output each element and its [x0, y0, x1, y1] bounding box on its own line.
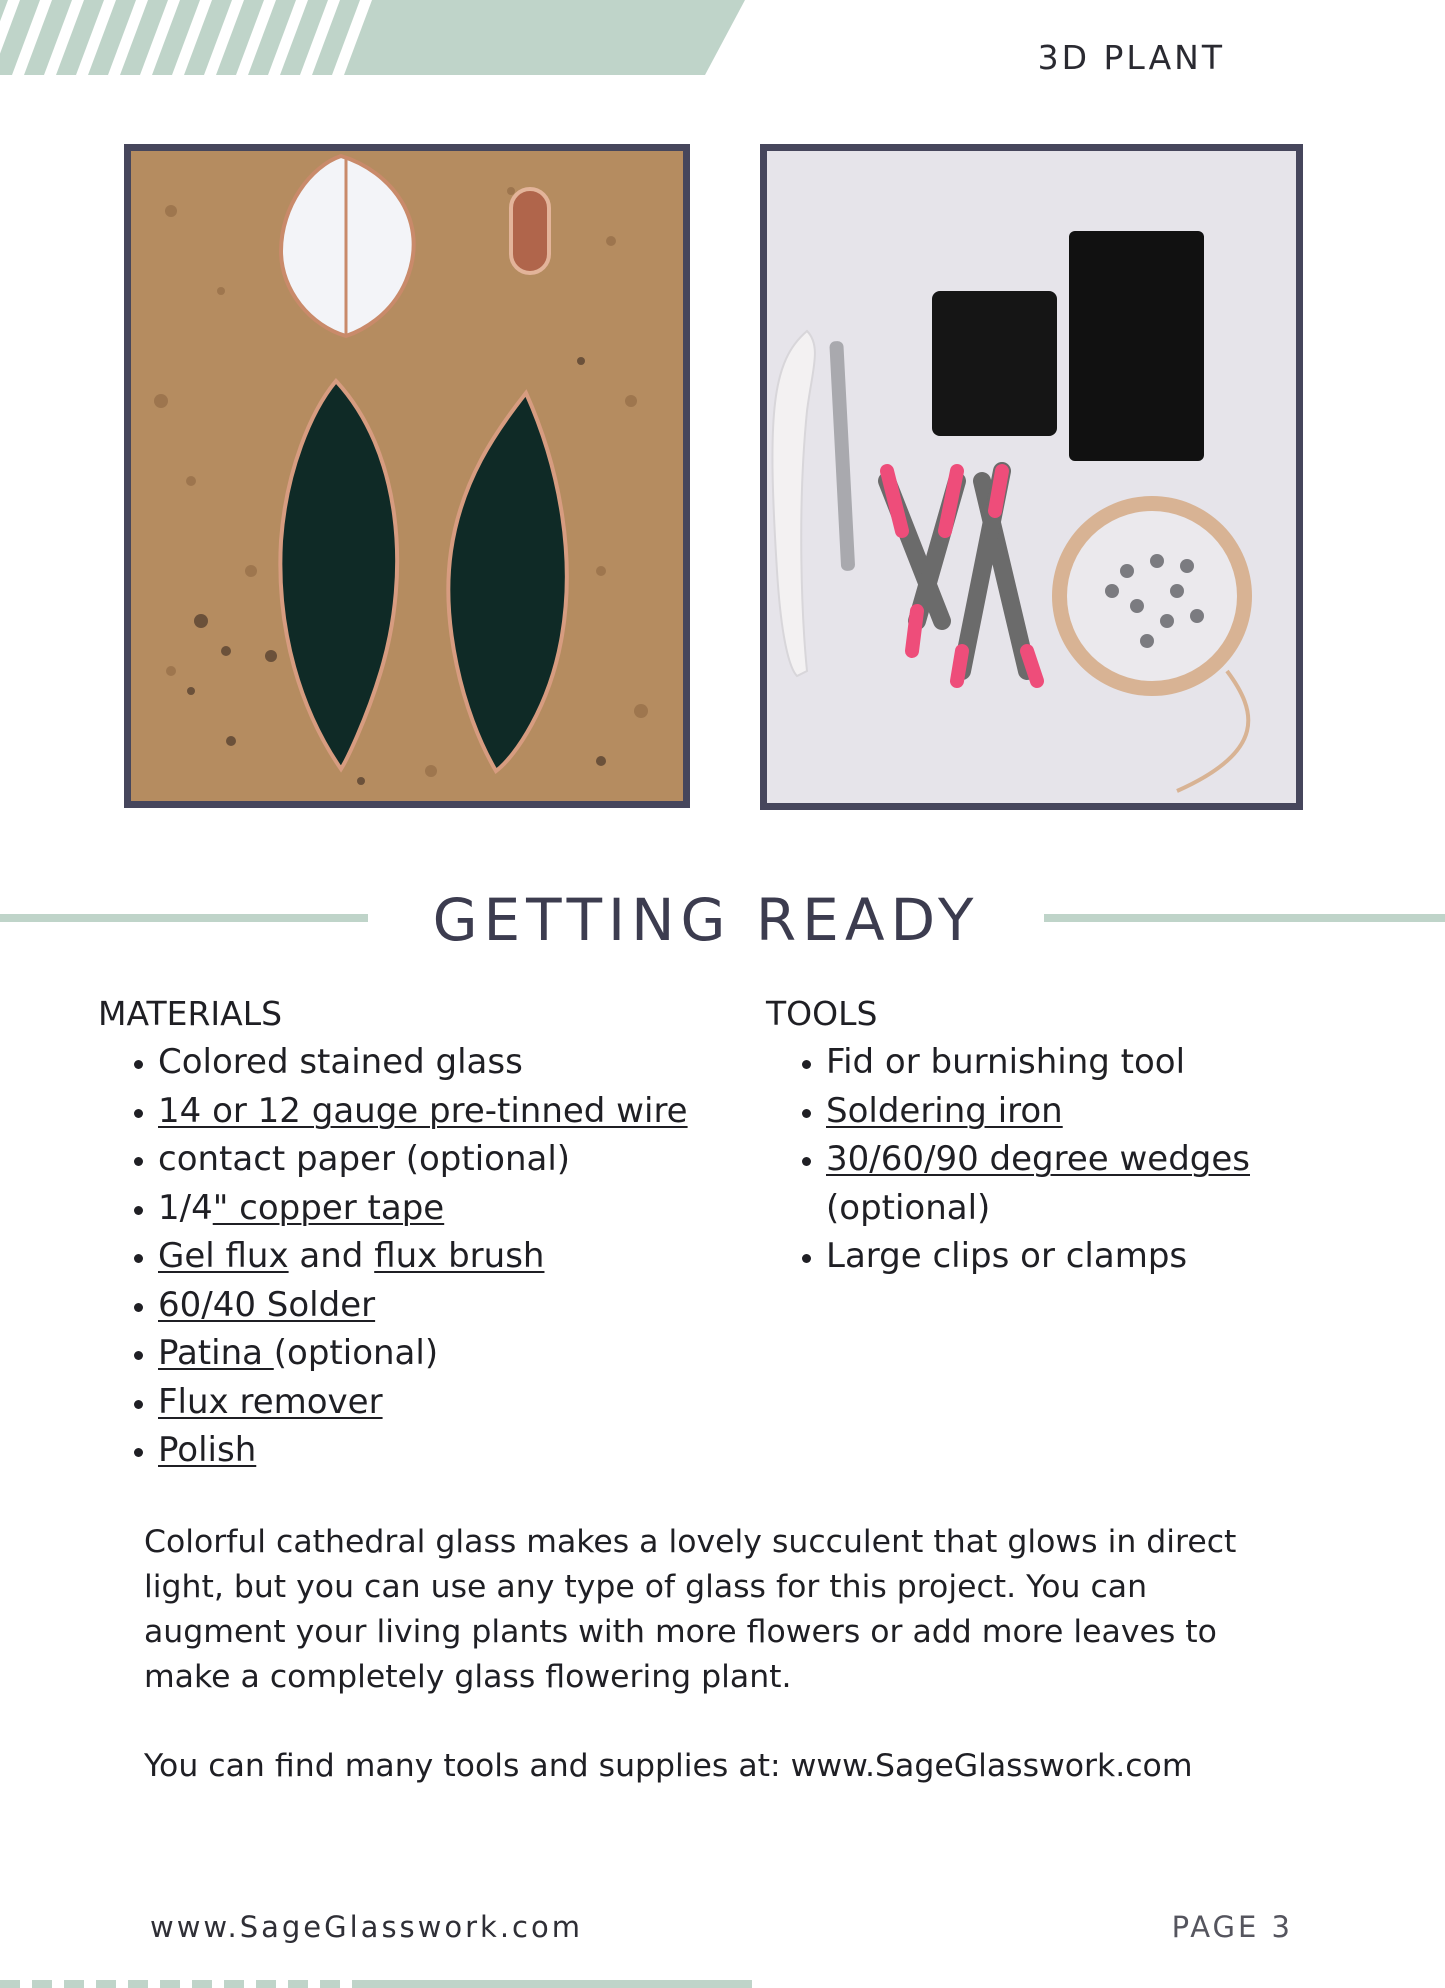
list-item[interactable]: • 30/60/90 degree wedges (optional)	[826, 1135, 1366, 1232]
bottom-decoration	[0, 1980, 760, 1988]
materials-title: MATERIALS	[98, 994, 283, 1033]
list-item[interactable]	[158, 1087, 738, 1136]
wedges-link[interactable]: 30/60/90 degree wedges	[826, 1139, 1250, 1179]
wire-link[interactable]: 14 or 12 gauge pre-tinned wire	[158, 1090, 688, 1131]
solder-link[interactable]: 60/40 Solder	[158, 1284, 376, 1325]
footer-url[interactable]: www.SageGlasswork.com	[150, 1910, 583, 1944]
supplies-paragraph: You can find many tools and supplies at: www.SageGlasswork.com	[144, 1748, 1193, 1784]
page-number: PAGE 3	[1171, 1910, 1293, 1944]
flux-brush-link[interactable]: flux brush	[374, 1236, 545, 1276]
heading-rule-left	[0, 914, 368, 922]
list-item[interactable]	[158, 1378, 738, 1427]
soldering-iron-link[interactable]: Soldering iron	[826, 1090, 1063, 1131]
flux-remover-link[interactable]: Flux remover	[158, 1381, 383, 1422]
list-item: • contact paper (optional)	[158, 1135, 738, 1184]
copper-tape-link[interactable]: " copper tape	[212, 1187, 445, 1228]
list-item: • Fid or burnishing tool	[826, 1038, 1366, 1087]
list-item[interactable]	[158, 1426, 738, 1475]
materials-list	[98, 990, 738, 1475]
list-item[interactable]: • Patina (optional)	[158, 1329, 738, 1378]
section-heading-row	[0, 880, 1445, 960]
list-item[interactable]: • 1/4" copper tape	[158, 1184, 738, 1233]
intro-paragraph: Colorful cathedral glass makes a lovely succulent that glows in direct light, but you can use any type of glass for this project. You can augment your living plants with more flowers or add more leaves to make a completely glass flowering plant.	[144, 1524, 1237, 1695]
gel-flux-link[interactable]: Gel flux	[158, 1236, 289, 1276]
list-item[interactable]	[826, 1087, 1366, 1136]
page-header-title: 3D PLANT	[1037, 38, 1225, 77]
patina-link[interactable]: Patina	[158, 1333, 274, 1373]
list-item[interactable]	[158, 1281, 738, 1330]
top-banner-stripes	[0, 0, 760, 80]
section-heading: GETTING READY	[432, 886, 980, 954]
heading-rule-right	[1044, 914, 1445, 922]
polish-link[interactable]: Polish	[158, 1430, 257, 1470]
tools-list	[766, 990, 1366, 1281]
list-item: • Colored stained glass	[158, 1038, 738, 1087]
list-item[interactable]: • Gel flux and flux brush	[158, 1232, 738, 1281]
tools-photo	[760, 144, 1303, 810]
tools-title: TOOLS	[766, 994, 878, 1033]
glass-leaf-pieces-photo	[124, 144, 690, 808]
list-item: • Large clips or clamps	[826, 1232, 1366, 1281]
